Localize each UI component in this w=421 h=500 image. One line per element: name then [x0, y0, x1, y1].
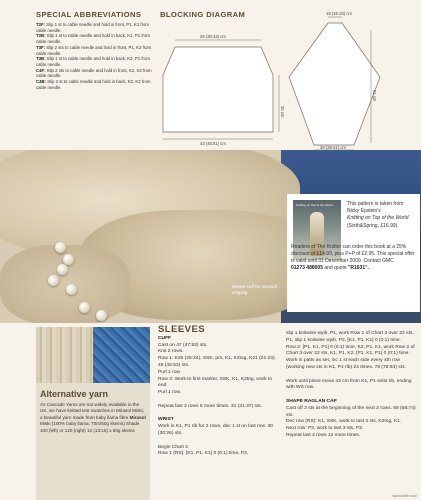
alternative-yarn-name: Mirasol: [129, 414, 146, 420]
book-offer-code: "R1631".: [348, 265, 369, 272]
alternative-yarn-text: As Cascade Yarns are not widely available in the UK, we have knitted test swatches in Mirasol Miski, a beautiful yarn made from baby llama fibre: [40, 402, 144, 420]
abbreviation-code: T2F:: [36, 22, 46, 27]
body-piece-shape: [163, 47, 273, 132]
dim-top-left-label: 28 (30:33) cm: [200, 34, 226, 39]
pearl-bead: [63, 254, 74, 265]
cuff-line: Knit 2 rows.: [158, 349, 184, 355]
book-cover-title: Knitting on Top of the World: [296, 203, 333, 207]
abbreviation-item: [36, 45, 154, 56]
alternative-yarn-detail: Miski (100% baby llama; 75m/50g skeins) Shade 100 (left) or 120 (right) 12 (13:15) x 50g skeins: [40, 421, 140, 433]
abbreviation-text: Slip 1 st to cable needle and hold in back, K1, P1 from cable needle.: [36, 33, 150, 45]
raglan-line: Dec row (RS): K1, SSK, work to last 3 sts, K2tog, K1.: [286, 419, 402, 425]
sleeves-heading: SLEEVES: [158, 324, 206, 335]
abbreviation-code: T3B:: [36, 56, 46, 62]
book-title: Knitting on Top of the World: [347, 215, 409, 222]
abbreviation-item: [36, 56, 154, 67]
raglan-line: Cast off 3 sts at the beginning of the next 2 rows. 68 (68:74) sts.: [286, 405, 416, 418]
abbreviation-code: T3F:: [36, 44, 46, 50]
alternative-yarn-body: [40, 402, 146, 434]
book-offer-lead: This pattern is taken from Nicky Epstein's: [347, 201, 404, 215]
abbreviations-list: [36, 22, 154, 90]
book-offer-details: Readers of The Knitter can order this book at a 25% discount of £14.99, plus P+P of £2.95. This special offer is valid until 31 December 2009. Contact GMC: [291, 243, 415, 265]
abbreviation-item: [36, 68, 154, 79]
blocking-diagram-svg: [160, 10, 421, 150]
cuff-line: Purl 1 row: [158, 369, 181, 375]
cuff-line: Cast on 47 (47:53) sts.: [158, 342, 208, 348]
blocking-diagram: [160, 10, 421, 150]
pearl-bead: [79, 302, 90, 313]
cuff-line: Row 3: Work to first marker, SSK, K1, K2tog, work to end.: [158, 376, 273, 389]
row1-line: Row 1 (RS): [K1, P1, K1] 0 (0:1) time, P2,: [158, 451, 249, 457]
abbreviation-code: C4B:: [36, 79, 47, 85]
diagram-heading: BLOCKING DIAGRAM: [160, 10, 246, 19]
yarn-swatches: [36, 327, 150, 383]
pattern-line: slip 1 knitwise wyib, P1, work Row 1 of Chart 3 over 22 sts, P1, slip 1 knitwise wyib, P2, [K1, P1, K1] 0 (0:1) time.: [286, 331, 414, 343]
book-offer-box: [287, 194, 420, 312]
dim-side-right-label: 61 cm: [372, 90, 377, 102]
abbreviation-item: [36, 79, 154, 90]
abbreviation-text: Slip 2 st to cable needle and hold in back, K2, K2 from cable needle.: [36, 79, 151, 90]
dim-bottom-left-label: 43 (46:51) cm: [200, 141, 226, 146]
abbreviation-text: Slip 1 st to cable needle and hold in back, K2, P1 from cable needle.: [36, 56, 150, 67]
abbreviation-code: T2B:: [36, 33, 46, 39]
cuff-line: Row 1: K25 (25:24), SSK, pm, K1, K2tog, K21 (21:24). 45 (45:52) sts.: [158, 356, 276, 368]
pattern-line: Row 2: [P1, K1, P1] 0 (0:1) time, K2, P1, K1, work Row 2 of Chart 3 over 22 sts, K1, P1, K2, [P1, K1, P1] 0 (0:1) time.: [286, 344, 415, 357]
swatch-blue: [93, 327, 150, 383]
special-abbreviations: [36, 10, 154, 90]
book-publisher: (Sixth&Spring, £16.99).: [347, 222, 399, 229]
alternative-yarn-box: [36, 383, 150, 500]
pearl-bead: [96, 310, 107, 321]
footer-url: www.knitter.com: [392, 494, 417, 498]
pearl-bead: [55, 242, 66, 253]
abbreviation-item: [36, 22, 154, 33]
wrist-line: Work in K1, P1 rib for 2 rows, dec 1 st on last row. 30 (30:26) sts.: [158, 424, 273, 436]
raglan-line: Next row: P3, work to last 3 sts, P3.: [286, 426, 364, 432]
book-phone: 01273 488005: [291, 265, 323, 272]
book-offer-contact: [291, 265, 369, 271]
dim-top-right-label: 15 (15:18) cm: [326, 11, 352, 16]
dim-side-left-label: 35 cm: [280, 106, 285, 118]
sleeves-column-a: [158, 324, 280, 458]
cuff-subheading: CUFF: [158, 335, 172, 341]
pearl-bead: [48, 275, 59, 286]
sleeves-column-b: [286, 331, 416, 440]
photo-caption: Weave cuff for unusual shaping: [232, 284, 277, 295]
top-band: [0, 0, 421, 150]
repeat-line: Repeat last 2 rows 6 more times. 31 (31:37) sts.: [158, 403, 263, 409]
abbreviation-text: Slip 1 st to cable needle and hold in front, P1, K1 from cable needle.: [36, 22, 149, 33]
until-line: Work until piece meas 43 cm from K1, P1 wrist rib, ending with WS row.: [286, 378, 412, 391]
abbreviation-text: Slip 2 sts to cable needle and hold in front, P1, K2 from cable needle.: [36, 44, 152, 56]
sleeve-piece-shape: [289, 23, 380, 145]
book-quote-text: and quote: [324, 265, 347, 272]
abbreviation-text: Slip 2 sts to cable needle and hold in front, K2, K2 from cable needle.: [36, 67, 152, 79]
pattern-line: Work in patts as set, inc 1 st each side every 4th row (working new sts in K1, P1 rib) 24 times. 78 (78:84) sts.: [286, 358, 406, 370]
pearl-bead: [66, 284, 77, 295]
raglan-subheading: SHAPE RAGLAN CAP: [286, 398, 337, 404]
chart-line: Begin Chart 3: [158, 444, 188, 450]
wrist-subheading: WRIST: [158, 417, 174, 423]
swatch-cream: [36, 327, 93, 383]
alternative-yarn-heading: Alternative yarn: [40, 389, 109, 399]
dim-bottom-right-label: 38 (38:41) cm: [320, 145, 346, 150]
abbreviations-heading: SPECIAL ABBREVIATIONS: [36, 10, 142, 19]
raglan-line: Repeat last 2 rows 12 more times.: [286, 432, 361, 438]
abbreviation-item: [36, 33, 154, 44]
abbreviation-code: C4F:: [36, 67, 46, 73]
pearl-bead: [57, 264, 68, 275]
book-offer-text: [291, 201, 417, 273]
cuff-line: Purl 1 row.: [158, 390, 182, 396]
